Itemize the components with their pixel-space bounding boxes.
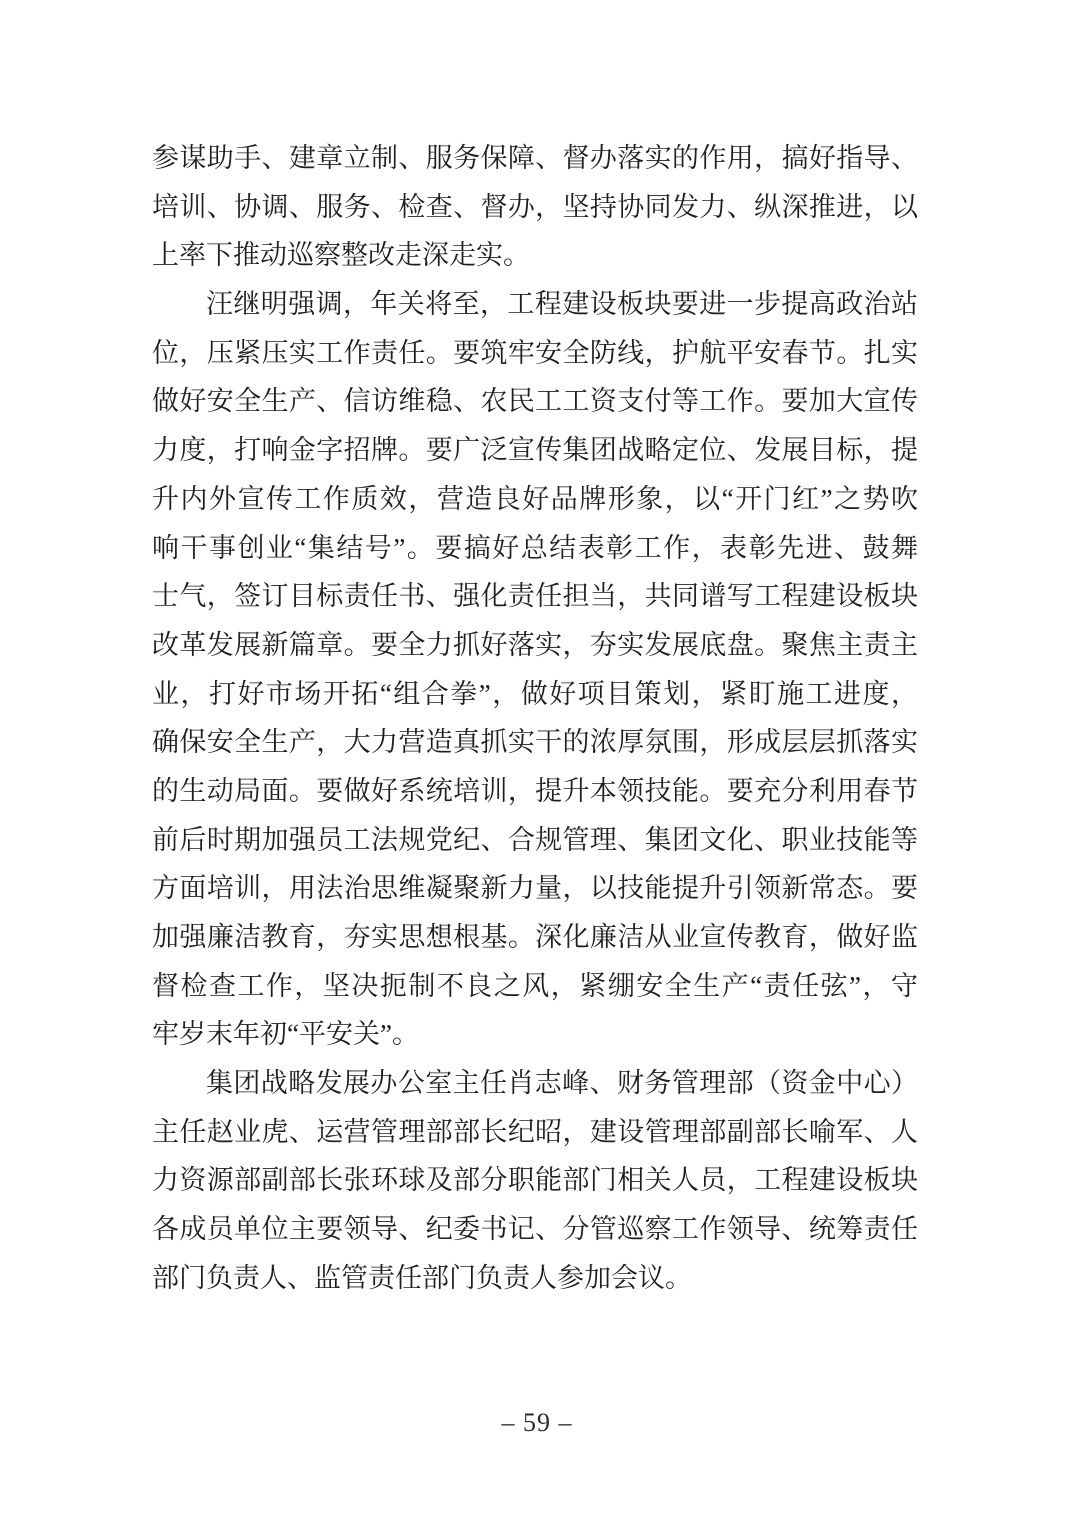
text-line: 牢岁末年初“平安关”。 <box>152 1019 419 1050</box>
page-number: – 59 – <box>501 1408 573 1437</box>
text-line: 做好安全生产、信访维稳、农民工工资支付等工作。要加大宣传 <box>152 386 918 417</box>
text-line: 加强廉洁教育，夯实思想根基。深化廉洁从业宣传教育，做好监 <box>152 922 918 952</box>
text-line: 力资源部副部长张环球及部分职能部门相关人员，工程建设板块 <box>152 1165 918 1196</box>
text-line: 升内外宣传工作质效，营造良好品牌形象，以“开门红”之势吹 <box>152 483 918 514</box>
paragraph <box>152 1059 918 1302</box>
text-line: 位，压紧压实工作责任。要筑牢安全防线，护航平安春节。扎实 <box>152 337 918 368</box>
text-line: 主任赵业虎、运营管理部部长纪昭，建设管理部副部长喻军、人 <box>152 1116 918 1147</box>
text-line: 培训、协调、服务、检查、督办，坚持协同发力、纵深推进，以 <box>152 191 918 222</box>
text-line: 力度，打响金字招牌。要广泛宣传集团战略定位、发展目标，提 <box>152 435 918 466</box>
text-line: 前后时期加强员工法规党纪、合规管理、集团文化、职业技能等 <box>152 824 918 855</box>
text-line: 业，打好市场开拓“组合拳”，做好项目策划，紧盯施工进度， <box>152 678 918 709</box>
paragraph <box>152 134 918 280</box>
text-line: 部门负责人、监管责任部门负责人参加会议。 <box>152 1262 692 1293</box>
text-line: 响干事创业“集结号”。要搞好总结表彰工作，表彰先进、鼓舞 <box>152 532 918 563</box>
text-line: 上率下推动巡察整改走深走实。 <box>152 240 530 271</box>
text-line: 士气，签订目标责任书、强化责任担当，共同谱写工程建设板块 <box>152 581 918 612</box>
text-line: 确保安全生产，大力营造真抓实干的浓厚氛围，形成层层抓落实 <box>152 727 918 758</box>
text-line: 改革发展新篇章。要全力抓好落实，夯实发展底盘。聚焦主责主 <box>152 629 918 660</box>
text-line: 参谋助手、建章立制、服务保障、督办落实的作用，搞好指导、 <box>152 143 918 173</box>
text-line: 汪继明强调，年关将至，工程建设板块要进一步提高政治站 <box>206 289 918 320</box>
text-line: 方面培训，用法治思维凝聚新力量，以技能提升引领新常态。要 <box>152 873 918 904</box>
text-line: 的生动局面。要做好系统培训，提升本领技能。要充分利用春节 <box>152 775 918 806</box>
text-line: 集团战略发展办公室主任肖志峰、财务管理部（资金中心） <box>206 1068 918 1099</box>
document-body <box>152 134 918 1303</box>
text-line: 各成员单位主要领导、纪委书记、分管巡察工作领导、统筹责任 <box>152 1214 918 1245</box>
paragraph <box>152 280 918 1059</box>
text-line: 督检查工作，坚决扼制不良之风，紧绷安全生产“责任弦”，守 <box>152 970 918 1001</box>
